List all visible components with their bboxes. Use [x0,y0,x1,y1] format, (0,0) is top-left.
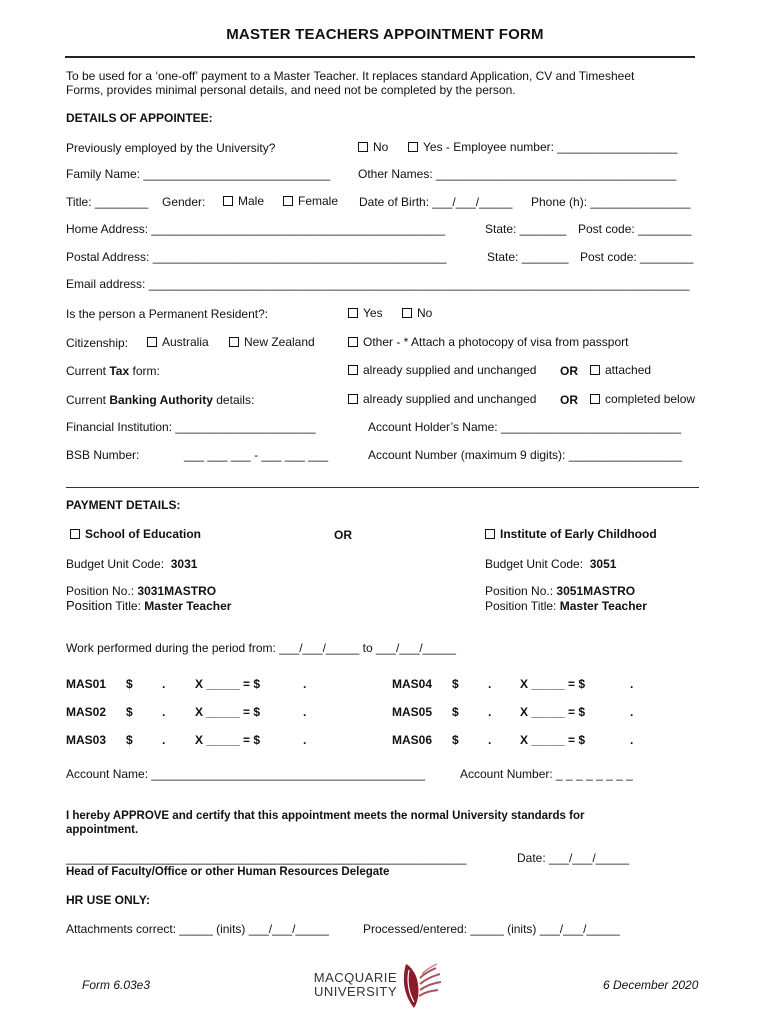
university-logo-text [305,971,397,999]
mas06-dollar: $ [452,733,459,747]
footer-date: 6 December 2020 [603,978,699,992]
family-name-field[interactable]: Family Name: ____________________________ [66,167,331,181]
payment-or: OR [334,528,352,542]
bank-or: OR [560,393,578,407]
tax-label: Current Tax form: [66,364,160,378]
university-logo-icon [400,962,444,1012]
checkbox-icon[interactable] [590,365,600,375]
mas04-dollar: $ [452,677,459,691]
checkbox-icon[interactable] [348,394,358,404]
prev-employed-yes[interactable]: Yes - Employee number: __________________ [408,140,677,154]
bank-supplied-option[interactable]: already supplied and unchanged [348,392,536,406]
tax-supplied-option[interactable]: already supplied and unchanged [348,363,536,377]
mas06-calc[interactable]: X _____ = $ [520,733,586,747]
dob-field[interactable]: Date of Birth: ___/___/_____ [359,195,513,209]
checkbox-icon[interactable] [590,394,600,404]
account-number-field[interactable]: Account Number (maximum 9 digits): _________________ [368,448,683,462]
hr-heading: HR USE ONLY: [66,893,151,907]
account-name-field[interactable]: Account Name: _________________________________________ [66,767,425,781]
logo-line1: MACQUARIE [313,970,397,985]
tax-attached-option[interactable]: attached [590,363,651,377]
checkbox-icon[interactable] [408,142,418,152]
mas01-total-dot: . [303,677,307,691]
position-no-left: Position No.: 3031MASTRO [66,584,217,598]
logo-line2: UNIVERSITY [313,984,397,999]
hr-attachments-field[interactable]: Attachments correct: _____ (inits) ___/___/_____ [66,922,329,936]
mas01-label: MAS01 [66,677,107,691]
mas06-dot: . [488,733,492,747]
home-state-field[interactable]: State: _______ [485,222,567,236]
mas05-dollar: $ [452,705,459,719]
perm-resident-label: Is the person a Permanent Resident?: [66,307,269,321]
postal-state-field[interactable]: State: _______ [487,250,569,264]
checkbox-icon[interactable] [223,196,233,206]
mas05-calc[interactable]: X _____ = $ [520,705,586,719]
checkbox-icon[interactable] [283,196,293,206]
school-option[interactable]: School of Education [70,527,201,541]
checkbox-icon[interactable] [402,308,412,318]
home-postcode-field[interactable]: Post code: ________ [578,222,692,236]
mas02-calc[interactable]: X _____ = $ [195,705,261,719]
position-no-right: Position No.: 3051MASTRO [485,584,636,598]
signature-line[interactable]: ____________________________________________________________ [66,851,467,865]
form-number: Form 6.03e3 [82,978,151,992]
mas03-dot: . [162,733,166,747]
details-heading: DETAILS OF APPOINTEE: [66,111,213,125]
mas06-label: MAS06 [392,733,433,747]
postal-postcode-field[interactable]: Post code: ________ [580,250,694,264]
title-divider [65,56,695,58]
title-field[interactable]: Title: ________ [66,195,149,209]
approve-text-line1: I hereby APPROVE and certify that this appointment meets the normal University standards for [66,810,585,822]
bsb-field[interactable]: ___ ___ ___ - ___ ___ ___ [184,448,329,462]
mas05-label: MAS05 [392,705,433,719]
mas02-dot: . [162,705,166,719]
mas03-label: MAS03 [66,733,107,747]
checkbox-icon[interactable] [70,529,80,539]
checkbox-icon[interactable] [147,337,157,347]
email-field[interactable]: Email address: _________________________________________________________________________________ [66,277,690,291]
checkbox-icon[interactable] [348,308,358,318]
checkbox-icon[interactable] [229,337,239,347]
prev-employed-no[interactable]: No [358,140,388,154]
phone-field[interactable]: Phone (h): _______________ [531,195,691,209]
prev-employed-label: Previously employed by the University? [66,141,276,155]
mas03-total-dot: . [303,733,307,747]
section-divider [66,487,699,488]
banking-label: Current Banking Authority details: [66,393,255,407]
mas03-dollar: $ [126,733,133,747]
mas06-total-dot: . [630,733,634,747]
mas01-calc[interactable]: X _____ = $ [195,677,261,691]
form-title: MASTER TEACHERS APPOINTMENT FORM [226,26,544,43]
budget-code-left: Budget Unit Code: 3031 [66,557,198,571]
signature-date-field[interactable]: Date: ___/___/_____ [517,851,630,865]
payment-heading: PAYMENT DETAILS: [66,498,181,512]
checkbox-icon[interactable] [485,529,495,539]
perm-resident-yes[interactable]: Yes [348,306,383,320]
mas02-total-dot: . [303,705,307,719]
checkbox-icon[interactable] [348,365,358,375]
bank-completed-option[interactable]: completed below [590,392,695,406]
other-names-field[interactable]: Other Names: ____________________________________ [358,167,677,181]
home-address-field[interactable]: Home Address: ____________________________________________ [66,222,446,236]
citizenship-australia[interactable]: Australia [147,335,209,349]
intro-text-line1: To be used for a ‘one-off’ payment to a Master Teacher. It replaces standard Application, CV and Timesheet [66,69,635,83]
mas05-total-dot: . [630,705,634,719]
hr-processed-field[interactable]: Processed/entered: _____ (inits) ___/___/_____ [363,922,620,936]
account-holder-field[interactable]: Account Holder’s Name: ___________________________ [368,420,682,434]
gender-label: Gender: [162,195,206,209]
checkbox-icon[interactable] [348,337,358,347]
delegate-label: Head of Faculty/Office or other Human Resources Delegate [66,866,390,878]
institute-option[interactable]: Institute of Early Childhood [485,527,657,541]
citizenship-other[interactable]: Other - * Attach a photocopy of visa from passport [348,335,628,349]
position-title-right: Position Title: Master Teacher [485,599,647,613]
gender-female[interactable]: Female [283,194,338,208]
intro-text-line2: Forms, provides minimal personal details, and need not be completed by the person. [66,83,516,97]
budget-code-right: Budget Unit Code: 3051 [485,557,617,571]
gender-male[interactable]: Male [223,194,264,208]
mas02-dollar: $ [126,705,133,719]
mas02-label: MAS02 [66,705,107,719]
citizenship-nz[interactable]: New Zealand [229,335,315,349]
financial-institution-field[interactable]: Financial Institution: _____________________ [66,420,316,434]
mas05-dot: . [488,705,492,719]
position-title-left: Position Title: Master Teacher [66,598,232,613]
account-number-field-2[interactable]: Account Number: _ _ _ _ _ _ _ _ [460,767,633,781]
perm-resident-no[interactable]: No [402,306,432,320]
tax-or: OR [560,364,578,378]
work-period-field[interactable]: Work performed during the period from: ___/___/_____ to ___/___/_____ [66,641,457,655]
citizenship-label: Citizenship: [66,336,129,350]
mas03-calc[interactable]: X _____ = $ [195,733,261,747]
mas01-dollar: $ [126,677,133,691]
bsb-label: BSB Number: [66,448,140,462]
mas04-dot: . [488,677,492,691]
mas04-total-dot: . [630,677,634,691]
mas04-calc[interactable]: X _____ = $ [520,677,586,691]
checkbox-icon[interactable] [358,142,368,152]
approve-text-line2: appointment. [66,824,139,836]
postal-address-field[interactable]: Postal Address: ____________________________________________ [66,250,447,264]
mas01-dot: . [162,677,166,691]
mas04-label: MAS04 [392,677,433,691]
